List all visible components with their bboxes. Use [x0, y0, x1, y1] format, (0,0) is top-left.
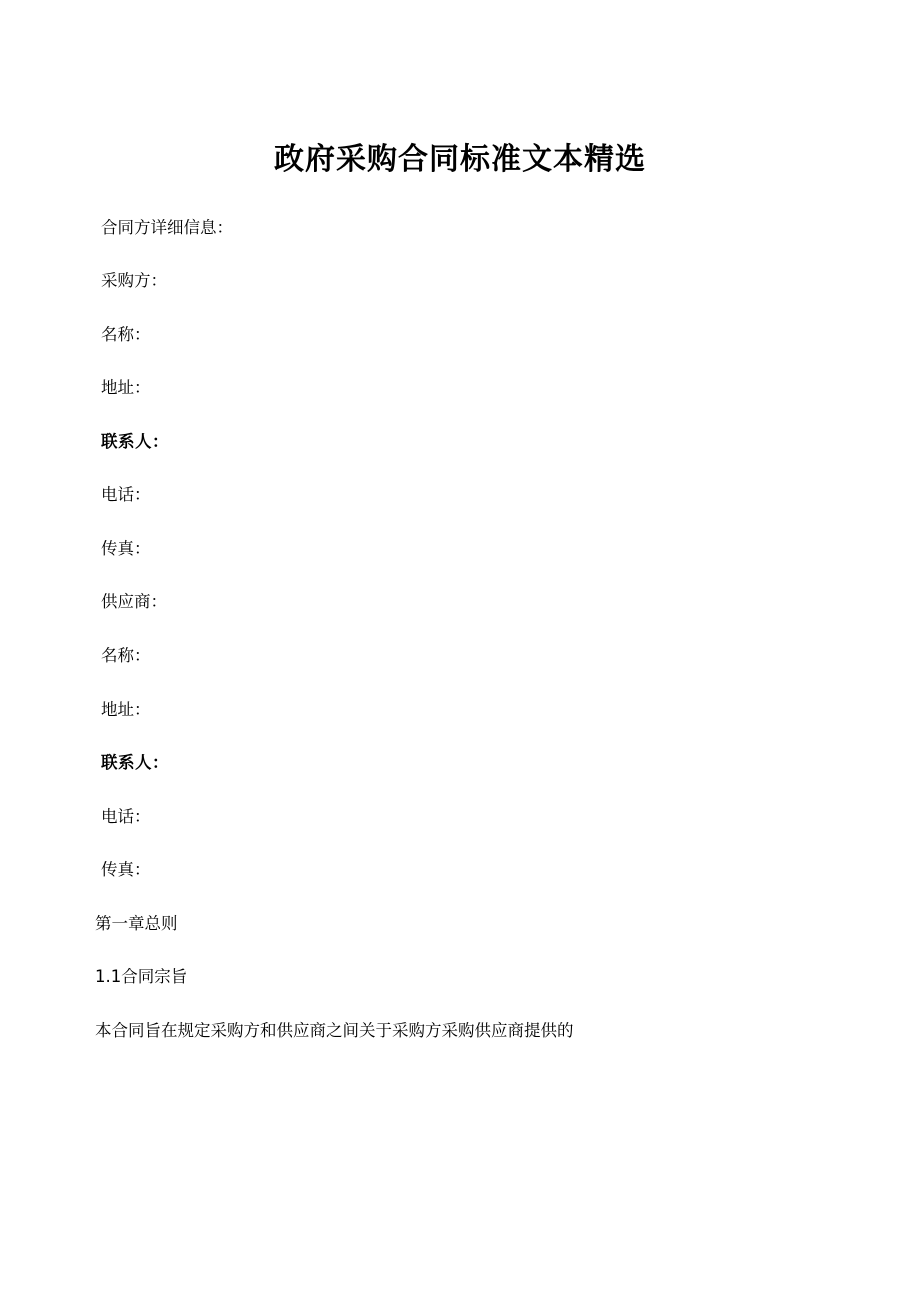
paragraph-buyer-fax: 传真： — [101, 538, 151, 558]
paragraph-contract-info: 合同方详细信息： — [101, 217, 233, 237]
paragraph-supplier-address: 地址： — [101, 699, 151, 719]
paragraph-buyer-address: 地址： — [101, 378, 151, 398]
paragraph-section-1-1-body: 本合同旨在规定采购方和供应商之间关于采购方采购供应商提供的 — [95, 1020, 574, 1040]
paragraph-buyer-name: 名称： — [101, 324, 151, 344]
paragraph-supplier-fax: 传真： — [101, 860, 151, 880]
document-body — [95, 215, 825, 1044]
paragraph-buyer-heading: 采购方： — [101, 271, 167, 291]
paragraph-supplier-name: 名称： — [101, 646, 151, 665]
paragraph-supplier-heading: 供应商： — [101, 592, 167, 612]
paragraph-buyer-contact: 联系人： — [101, 431, 169, 451]
paragraph-buyer-phone: 电话： — [101, 485, 151, 505]
paragraph-chapter-one-heading: 第一章总则 — [95, 913, 178, 933]
paragraph-supplier-phone: 电话： — [101, 806, 151, 826]
paragraph-supplier-contact: 联系人： — [101, 753, 169, 773]
page-title: 政府采购合同标准文本精选 — [274, 142, 646, 177]
paragraph-section-1-1-heading: 1.1合同宗旨 — [95, 967, 188, 987]
